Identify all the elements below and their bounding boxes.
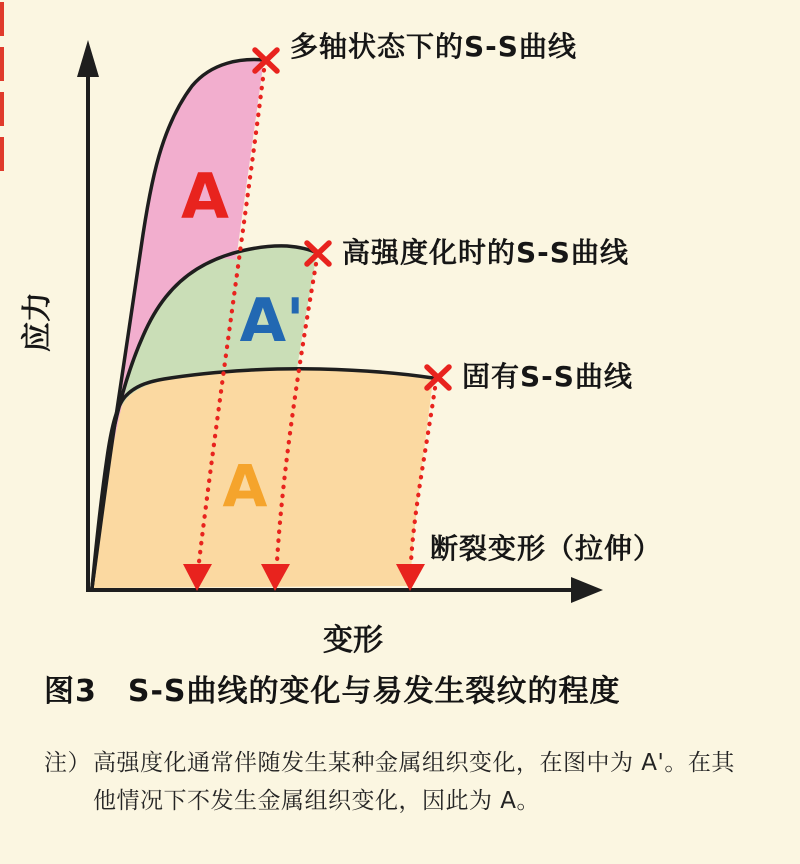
note-line-1: 高强度化通常伴随发生某种金属组织变化，在图中为 A'。在其 [93,750,735,776]
figure-note [44,744,774,820]
area-label-A-multiaxial: A [181,160,229,233]
label-fracture-deformation: 断裂变形（拉伸） [430,532,663,565]
area-label-A-prime: A' [239,286,305,356]
label-inherent-curve: 固有S-S曲线 [462,360,633,393]
x-axis-title: 变形 [323,623,383,658]
note-text [93,744,774,820]
y-axis-title: 应力 [20,292,55,352]
label-high-strength-curve: 高强度化时的S-S曲线 [342,236,629,269]
area-label-A-inherent: A [222,452,268,520]
x-axis-arrowhead-icon [571,577,603,603]
note-prefix: 注） [44,750,91,776]
y-axis-arrowhead-icon [77,40,99,77]
note-line-2: 他情况下不发生金属组织变化，因此为 A。 [93,788,541,814]
figure-caption: 图3 S-S曲线的变化与易发生裂纹的程度 [44,674,621,709]
label-multiaxial-curve: 多轴状态下的S-S曲线 [290,30,577,63]
